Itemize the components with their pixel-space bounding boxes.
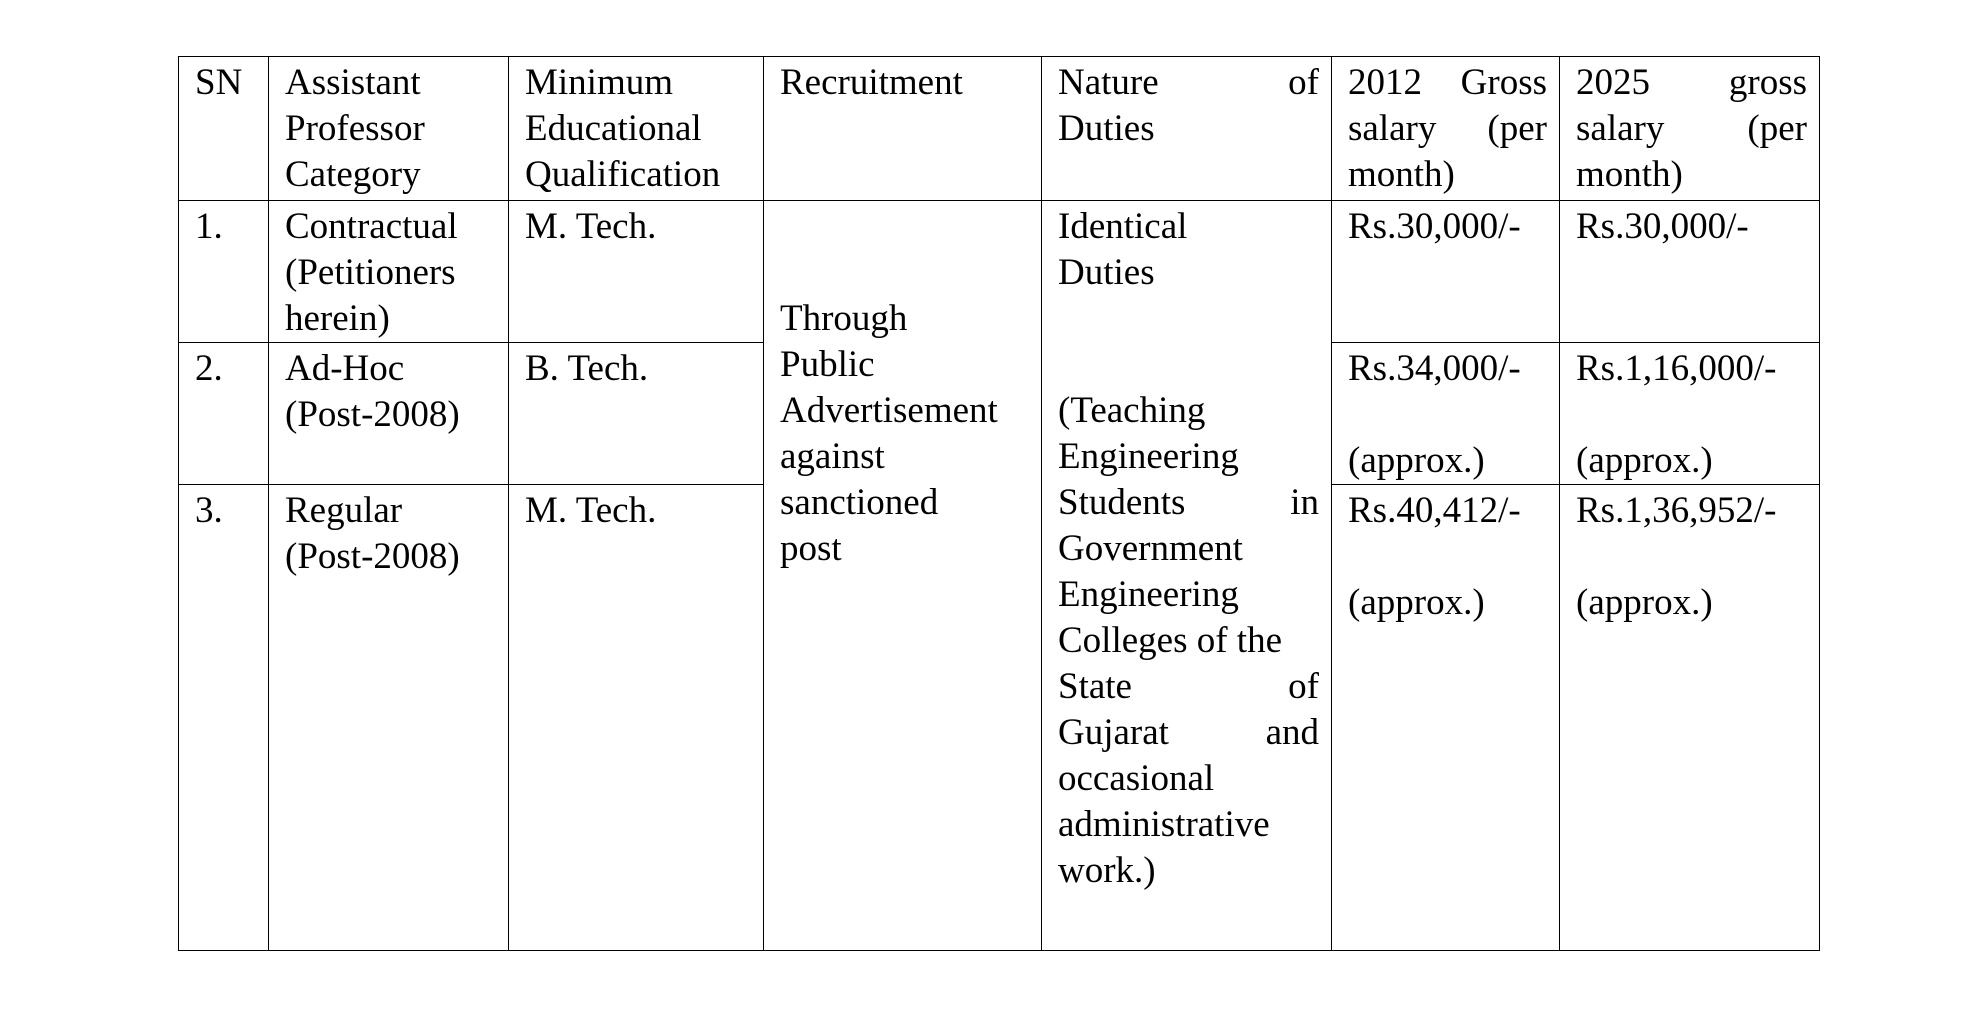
header-salary-2012: 2012 Gross salary (per month): [1332, 57, 1560, 201]
category-cell: Ad-Hoc (Post-2008): [269, 343, 509, 485]
qualification-cell: M. Tech.: [509, 485, 764, 951]
salary-2012-cell: Rs.40,412/- (approx.): [1332, 485, 1560, 951]
header-qualification: Minimum Educational Qualification: [509, 57, 764, 201]
salary-2012-cell: Rs.30,000/-: [1332, 201, 1560, 343]
header-salary-2025: 2025 gross salary (per month): [1560, 57, 1820, 201]
table-row: [179, 201, 1820, 343]
sn-cell: 2.: [179, 343, 269, 485]
sn-cell: 1.: [179, 201, 269, 343]
duties-cell: Identical Duties (Teaching Engineering Students in Government Engineering Colleges of the State of Gujarat and occasional administrative work.): [1042, 201, 1332, 951]
salary-2025-cell: Rs.30,000/-: [1560, 201, 1820, 343]
salary-2012-cell: Rs.34,000/- (approx.): [1332, 343, 1560, 485]
category-cell: Regular (Post-2008): [269, 485, 509, 951]
salary-2025-cell: Rs.1,16,000/- (approx.): [1560, 343, 1820, 485]
header-duties: Nature of Duties: [1042, 57, 1332, 201]
recruitment-cell: Through Public Advertisement against sanctioned post: [764, 201, 1042, 951]
salary-comparison-table: [178, 56, 1820, 951]
header-sn: SN: [179, 57, 269, 201]
qualification-cell: M. Tech.: [509, 201, 764, 343]
header-recruitment: Recruitment: [764, 57, 1042, 201]
header-row: [179, 57, 1820, 201]
header-category: Assistant Professor Category: [269, 57, 509, 201]
category-cell: Contractual (Petitioners herein): [269, 201, 509, 343]
qualification-cell: B. Tech.: [509, 343, 764, 485]
sn-cell: 3.: [179, 485, 269, 951]
salary-2025-cell: Rs.1,36,952/- (approx.): [1560, 485, 1820, 951]
